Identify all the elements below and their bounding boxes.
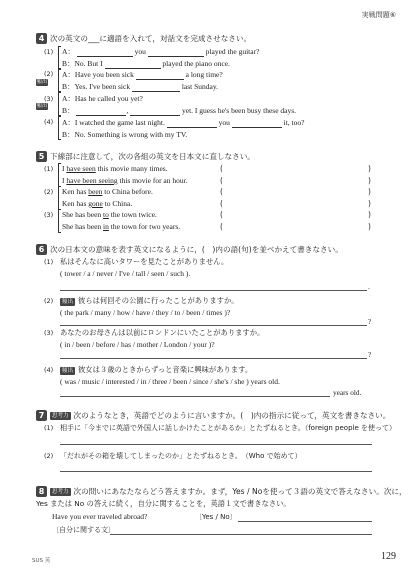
text: She has been: [62, 222, 104, 231]
q4-4-line-a: [62, 117, 304, 128]
text: this movie many times.: [95, 164, 168, 173]
text: to China.: [102, 199, 133, 208]
answer-paren-close: ): [368, 199, 371, 208]
answer-paren-open: (: [220, 187, 223, 196]
answer-blank[interactable]: [136, 71, 184, 80]
q6-2-jp-line: [60, 296, 239, 306]
q6-1-answer-line[interactable]: [60, 290, 367, 291]
footer-publisher: SUS 英: [32, 558, 51, 564]
q6-4-end-text: years old.: [333, 388, 362, 397]
q5-1-line-1: [62, 164, 168, 173]
section-8-instruction: [36, 486, 407, 497]
q4-2-line-b: [62, 81, 218, 92]
answer-paren-close: ): [368, 176, 371, 185]
q8-self-label: 〔自分に関する文〕: [52, 526, 115, 534]
answer-paren-close: ): [368, 187, 371, 196]
section-4-text: 次の英文の___に適語を入れて，対話文を完成させなさい。: [50, 34, 252, 43]
q6-2-answer-line[interactable]: [60, 325, 367, 326]
page-header-title: 実戦問題⑥: [361, 11, 396, 19]
section-7-instruction: [36, 410, 390, 421]
frequent-tag: 頻出: [62, 368, 74, 374]
q5-2-number: (2): [44, 188, 54, 196]
text: Ken has: [62, 187, 89, 196]
text: the town twice.: [108, 210, 157, 219]
answer-blank[interactable]: [77, 48, 133, 57]
section-6-instruction: [36, 244, 343, 255]
text: played the piano once.: [162, 59, 230, 68]
underlined-text: been: [88, 187, 103, 196]
q4-1-line-a: [62, 46, 259, 57]
section-5-instruction: [36, 151, 255, 162]
q6-2-number: (2): [44, 297, 54, 305]
q4-3-brace: [58, 92, 61, 116]
answer-blank[interactable]: [76, 106, 129, 116]
text: A：Have you been sick: [62, 70, 134, 79]
q4-3-line-a: A：Has he called you yet?: [62, 94, 143, 103]
q8-yes-no-answer-line[interactable]: [238, 521, 372, 522]
text: it, too?: [283, 118, 305, 127]
answer-blank[interactable]: [167, 119, 217, 128]
underlined-text: to: [103, 210, 109, 219]
q6-1-number: (1): [44, 258, 54, 266]
underlined-text: have been seeing: [66, 176, 118, 185]
q4-1-line-b: [62, 58, 230, 69]
answer-paren-open: (: [220, 176, 223, 185]
text: She has been: [62, 210, 104, 219]
q7-1-text: 相手に「今までに英語で外国人に話しかけたことがあるか」とたずねるとき。（foreign people を使って）: [60, 424, 396, 432]
q5-1-brace: [58, 163, 61, 187]
q5-2-line-2: [62, 199, 132, 208]
page-number: 129: [381, 551, 396, 562]
text: I: [62, 164, 67, 173]
q4-3-number: (3): [44, 95, 54, 103]
q7-2-text: 「だれがその箱を壊してしまったのか」とたずねるとき。 （Who で始めて）: [60, 452, 302, 460]
section-8-number: 8: [36, 486, 47, 497]
text: you: [218, 118, 230, 127]
q5-1-line-2: [62, 176, 188, 185]
q6-2-end-mark: ?: [368, 317, 372, 326]
q6-2-japanese: 彼らは何回その公園に行ったことがありますか。: [78, 296, 239, 305]
q7-2-answer-line[interactable]: [60, 471, 372, 472]
q6-1-words: ( tower / a / never / I've / tall / seen / such ).: [60, 269, 191, 278]
q4-4-number: (4): [44, 118, 54, 126]
q4-4-brace: [58, 116, 61, 140]
q4-1-number: (1): [44, 48, 54, 56]
q5-2-line-1: [62, 187, 153, 196]
q5-3-number: (3): [44, 211, 54, 219]
text: I: [62, 176, 67, 185]
q6-1-japanese: 私はそんなに高いタワーを見たことがありません。: [60, 257, 229, 266]
section-7-text: 次のようなとき，英語でどのように言いますか。( )内の指示に従って，英文を書きなさい。: [73, 411, 391, 420]
q4-1-brace: [58, 46, 61, 70]
answer-paren-close: ): [368, 210, 371, 219]
text: B：Yes. I've been sick: [62, 82, 131, 91]
section-6-number: 6: [36, 244, 47, 255]
q6-4-japanese: 彼女は３歳のときからずっと音楽に興味があります。: [78, 365, 253, 374]
answer-paren-open: (: [220, 222, 223, 231]
q7-2-number: (2): [44, 452, 54, 460]
q6-3-end-mark: ?: [368, 350, 372, 359]
underlined-text: gone: [88, 199, 103, 208]
answer-paren-open: (: [220, 164, 223, 173]
q4-2-frequent-tag: 頻出: [36, 79, 48, 85]
q4-3-frequent-tag: 頻出: [36, 103, 48, 109]
q5-2-brace: [58, 186, 61, 210]
q4-2-number: (2): [44, 70, 54, 78]
q4-4-line-b: B：No. Something is wrong with my TV.: [62, 130, 188, 139]
underlined-text: in: [103, 222, 109, 231]
thinking-tag: 思考力: [52, 488, 69, 495]
q6-3-number: (3): [44, 329, 54, 337]
answer-paren-open: (: [220, 210, 223, 219]
q6-3-words: ( in / been / before / has / mother / London / your )?: [60, 340, 215, 349]
frequent-tag: 頻出: [62, 299, 74, 305]
q6-4-number: (4): [44, 366, 54, 374]
text: you: [134, 47, 146, 56]
text: Ken has: [62, 199, 89, 208]
q6-4-jp-line: [60, 365, 252, 375]
q5-3-brace: [58, 209, 61, 233]
q4-3-line-b: [62, 105, 296, 116]
section-5-text: 下線部に注意して，次の各組の英文を日本文に直しなさい。: [50, 152, 255, 161]
section-4-number: 4: [36, 33, 47, 44]
q7-1-number: (1): [44, 424, 54, 432]
answer-paren-close: ): [368, 222, 371, 231]
answer-blank[interactable]: [132, 83, 180, 92]
text: last Sunday.: [181, 82, 219, 91]
section-8-text-2: Yes または No の答えに続く，自分に関することを，英語１文で書きなさい。: [36, 499, 291, 508]
q5-3-line-1: [62, 210, 157, 219]
q6-1-end-mark: .: [368, 282, 370, 291]
q4-2-line-a: [62, 69, 223, 80]
answer-blank[interactable]: [232, 119, 282, 128]
section-6-text: 次の日本文の意味を表す英文になるように，( )内の語(句)を並べかえて書きなさい。: [50, 245, 343, 254]
q5-1-number: (1): [44, 165, 54, 173]
answer-paren-close: ): [368, 164, 371, 173]
text: B：: [62, 106, 75, 115]
q8-yes-no-label: 〔Yes / No〕: [195, 513, 237, 521]
answer-paren-open: (: [220, 199, 223, 208]
section-7-number: 7: [36, 410, 47, 421]
answer-blank[interactable]: [105, 60, 161, 69]
q6-4-words: ( was / music / interested / in / three / been / since / she's / she ) years old.: [60, 377, 280, 386]
q8-question: Have you ever traveled abroad?: [52, 512, 148, 521]
q8-self-answer-line[interactable]: [110, 534, 372, 535]
section-4-instruction: [36, 33, 251, 44]
section-8-text-1: 次の問いにあなたならどう答えますか。まず，Yes / Noを使って３語の英文で答えなさい。次に，: [73, 487, 407, 496]
q6-3-japanese: あなたのお母さんは以前にロンドンにいたことがありますか。: [60, 328, 265, 337]
q6-2-words: ( the park / many / how / have / they / to / been / times )?: [60, 308, 231, 317]
text: B：No. But I: [62, 59, 103, 68]
text: to China before.: [102, 187, 153, 196]
q7-1-answer-line[interactable]: [60, 444, 372, 445]
text: a long time?: [185, 70, 223, 79]
underlined-text: have seen: [66, 164, 96, 173]
text: the town for two years.: [108, 222, 181, 231]
text: played the guitar?: [205, 47, 260, 56]
text: A：I watched the game last night.: [62, 118, 165, 127]
text: ,: [126, 106, 129, 115]
answer-blank[interactable]: [148, 48, 204, 57]
q6-3-answer-line[interactable]: [60, 358, 367, 359]
thinking-tag: 思考力: [52, 412, 69, 419]
section-5-number: 5: [36, 151, 47, 162]
q4-2-brace: [58, 68, 61, 92]
speaker-a: A：: [62, 47, 75, 56]
text: this movie for an hour.: [117, 176, 188, 185]
text: yet. I guess he's been busy these days.: [182, 106, 297, 115]
answer-blank[interactable]: [130, 107, 180, 116]
q5-3-line-2: [62, 222, 180, 231]
q6-4-answer-line[interactable]: [60, 396, 330, 397]
